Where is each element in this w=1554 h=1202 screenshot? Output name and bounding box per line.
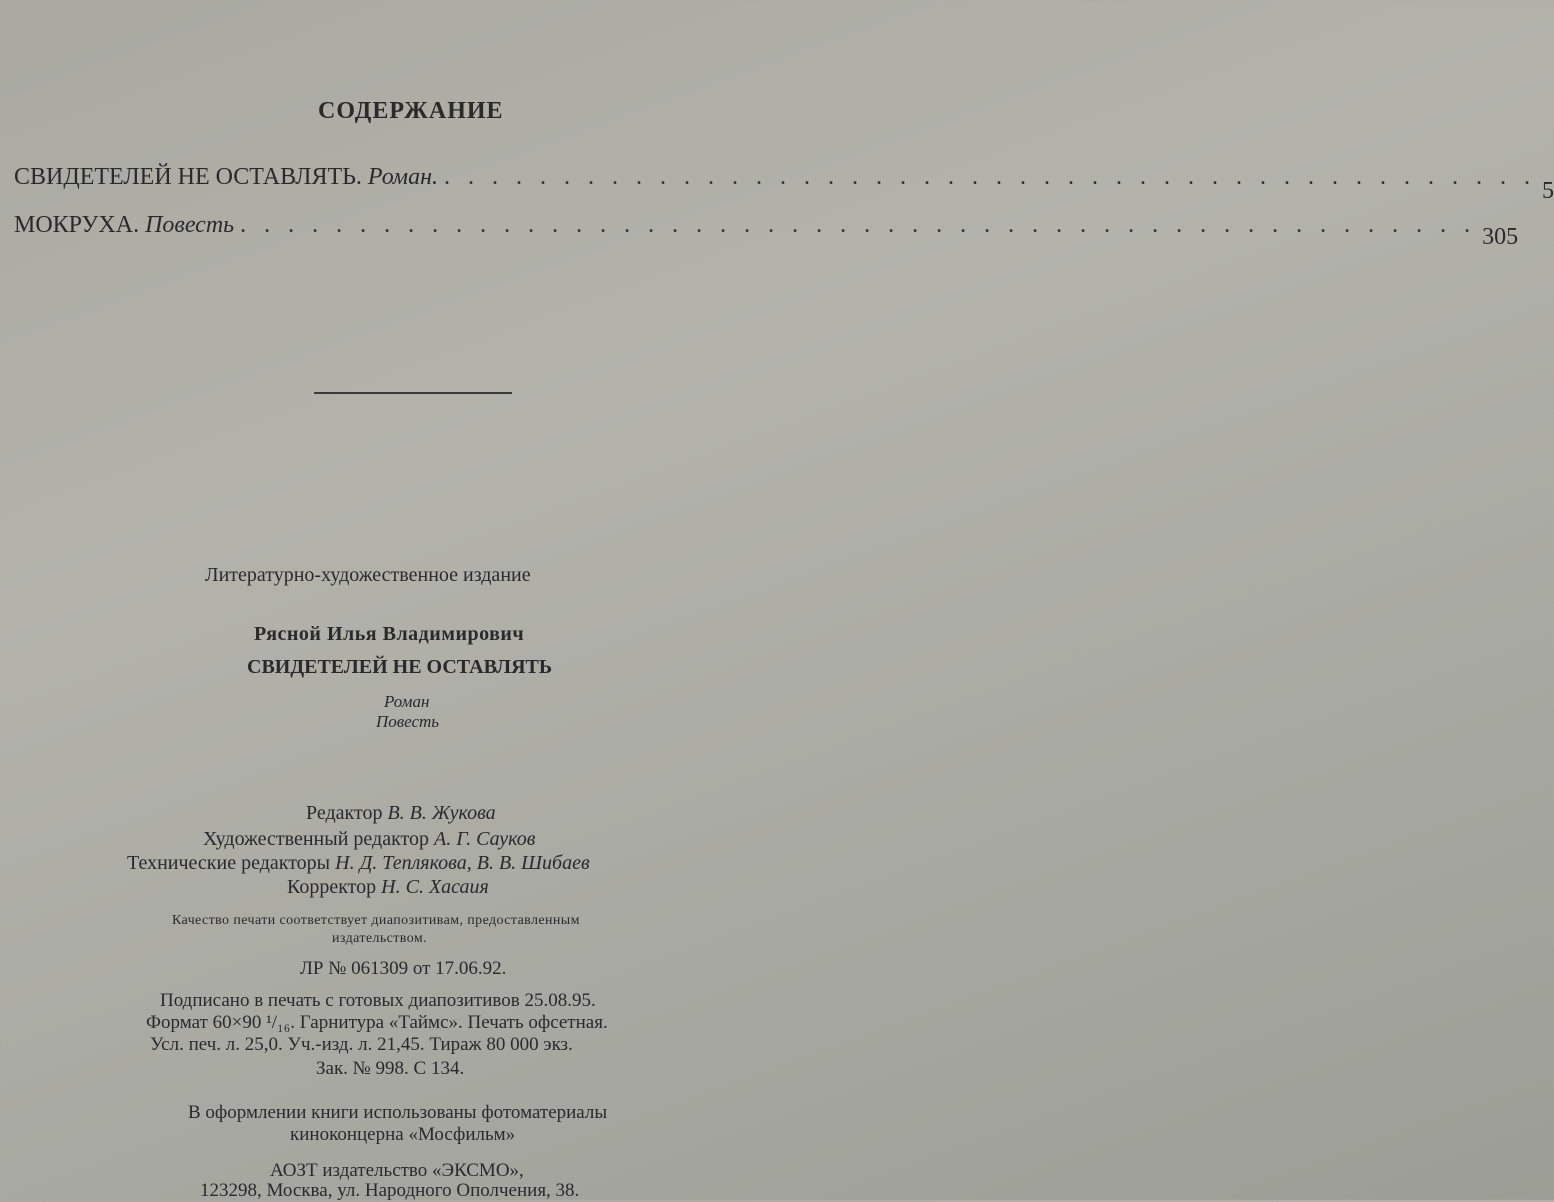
credit-line [127,852,590,875]
author-name: Рясной Илья Владимирович [254,623,525,645]
print-detail: Зак. № 998. С 134. [316,1058,465,1079]
publisher-address: 123298, Москва, ул. Народного Ополчения, 38. [200,1180,580,1201]
credit-line [287,876,489,899]
photo-credit: киноконцерна «Мосфильм» [290,1124,516,1145]
section-divider [314,392,512,394]
toc-entry [14,164,1554,204]
genre-label: Повесть [376,712,440,731]
credit-role: Корректор [287,876,377,898]
quality-note: издательством. [332,931,427,946]
toc-leader-dots: . . . . . . . . . . . . . . . . . . . . . . . . . . . . . . . . . . . . . . . . . . . . . . [444,164,1537,190]
quality-note: Качество печати соответствует диапозитивам, предоставленным [172,913,580,928]
publisher-name: АОЗТ издательство «ЭКСМО», [270,1160,524,1181]
toc-entry-genre: Роман. [367,164,439,190]
toc-leader-dots: . . . . . . . . . . . . . . . . . . . . . . . . . . . . . . . . . . . . . . . . . . . . . . . . . . . . [240,212,1477,238]
credit-line [203,828,535,851]
toc-entry-page: 305 [1482,224,1519,250]
credit-name: Н. С. Хасаия [381,876,489,898]
edition-type: Литературно-художественное издание [205,564,531,586]
print-detail: Усл. печ. л. 25,0. Уч.-изд. л. 21,45. Тираж 80 000 экз. [150,1034,573,1055]
toc-heading: СОДЕРЖАНИЕ [318,98,504,124]
print-detail: Подписано в печать с готовых диапозитивов 25.08.95. [160,990,596,1011]
credit-role: Редактор [306,802,383,824]
toc-entry-title: МОКРУХА. [14,212,140,238]
genre-label: Роман [384,692,430,711]
credit-role: Художественный редактор [203,828,429,850]
photo-credit: В оформлении книги использованы фотоматериалы [188,1102,608,1123]
credit-name: Н. Д. Теплякова, В. В. Шибаев [335,852,590,874]
credit-line [306,802,496,825]
book-title: СВИДЕТЕЛЕЙ НЕ ОСТАВЛЯТЬ [247,656,553,678]
toc-entry-genre: Повесть [145,212,235,238]
credit-role: Технические редакторы [127,852,331,874]
license-number: ЛР № 061309 от 17.06.92. [300,958,507,979]
toc-entry-page: 5 [1542,178,1554,204]
print-detail: Формат 60×90 ¹/₁₆. Гарнитура «Таймс». Печать офсетная. [146,1012,608,1033]
credit-name: А. Г. Сауков [434,828,536,850]
toc-entry-title: СВИДЕТЕЛЕЙ НЕ ОСТАВЛЯТЬ. [14,164,362,190]
credit-name: В. В. Жукова [387,802,496,824]
toc-entry [14,212,1519,250]
